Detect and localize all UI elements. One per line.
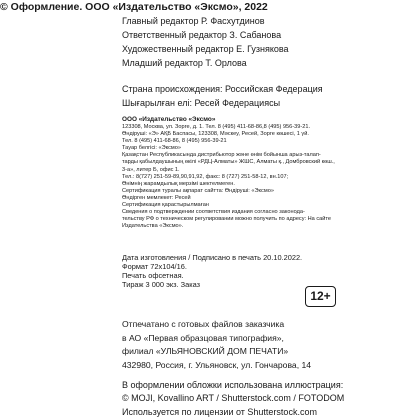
publisher-line: Сертификация туралы ақпарат сайтта: Өндіруші: «Эксмо» (122, 187, 274, 194)
origin-country-ru: Страна происхождения: Российская Федерация (122, 84, 323, 94)
editor-art: Художественный редактор Е. Гузнякова (122, 44, 289, 54)
publisher-line: 123308, Москва, ул. Зорге, д. 1. Тел. 8 (495) 411-68-86,8 (495) 956-39-21. (122, 124, 311, 130)
publisher-line: 3-а», литер Б, офис 1. (122, 166, 180, 173)
publisher-line: Тел. 8 (495) 411-68-86, 8 (495) 956-39-21 (122, 138, 227, 145)
production-block (122, 253, 302, 289)
publisher-line: Тел.: 8(727) 251-59-89,90,91,92, факс: 8 (727) 251-58-12, вн.107; (122, 173, 289, 180)
cover-credit-line: Используется по лицензии от Shutterstock.com (122, 406, 317, 417)
cover-credit-line: © MOJI, Kovallino ART / Shutterstock.com / FOTODOM (122, 393, 345, 404)
cover-credits-block (122, 379, 344, 419)
origin-country-kz: Шығарылған елі: Ресей Федерациясы (122, 98, 281, 108)
publisher-line: Тауар белгісі: «Эксмо» (122, 145, 181, 152)
publisher-line: Издательства «Эксмо». (122, 223, 184, 230)
production-run: Тираж 3 000 экз. Заказ (122, 280, 201, 289)
printing-line: в АО «Первая образцовая типография», (122, 332, 284, 343)
printing-line: 432980, Россия, г. Ульяновск, ул. Гончарова, 14 (122, 359, 312, 370)
editor-junior: Младший редактор Т. Орлова (122, 58, 247, 68)
cover-credit-line: В оформлении обложки использована иллюстрация: (122, 380, 344, 390)
publisher-line: Өнімнің жарамдылық мерзімі шектелмеген. (122, 180, 235, 187)
publisher-line: Сведения о подтверждении соответствия издания согласно законода- (122, 209, 305, 216)
publisher-line: Өндірген мемлекет: Ресей (122, 194, 191, 201)
copyright-line: © Оформление. ООО «Издательство «Эксмо», 2022 (0, 1, 268, 13)
editor-chief: Главный редактор Р. Фасхутдинов (122, 16, 265, 26)
publisher-line: Қазақстан Республикасында дистрибьютор және өнім бойынша арыз-талап- (122, 152, 321, 159)
publisher-block (122, 115, 335, 230)
publisher-line: Сертификация қарастырылмаған (122, 202, 209, 209)
origin-block (122, 82, 323, 110)
printing-block (122, 318, 311, 372)
publisher-line: Өндіруші: «Э» АҚБ Баспасы, 123308, Мәскеу, Ресей, Зорге көшесі, 1 үй. (122, 131, 309, 138)
editor-responsible: Ответственный редактор З. Сабанова (122, 30, 282, 40)
production-format: Формат 72x104/16. (122, 262, 187, 271)
age-rating-badge: 12+ (305, 286, 336, 307)
publisher-name: ООО «Издательство «Эксмо» (122, 116, 216, 123)
production-date: Дата изготовления / Подписано в печать 20.10.2022. (122, 253, 303, 262)
printing-line: Отпечатано с готовых файлов заказчика (122, 319, 285, 329)
editors-block (122, 14, 289, 70)
publisher-line: тарды қабылдаушының өкілі «РДЦ-Алматы» ЖШС, Алматы қ., Домбровский көш., (122, 159, 335, 166)
production-print-type: Печать офсетная. (122, 271, 184, 280)
publisher-line: тельству РФ о техническом регулировании можно получить по адресу: На сайте (122, 216, 331, 223)
printing-line: филиал «УЛЬЯНОВСКИЙ ДОМ ПЕЧАТИ» (122, 346, 289, 357)
